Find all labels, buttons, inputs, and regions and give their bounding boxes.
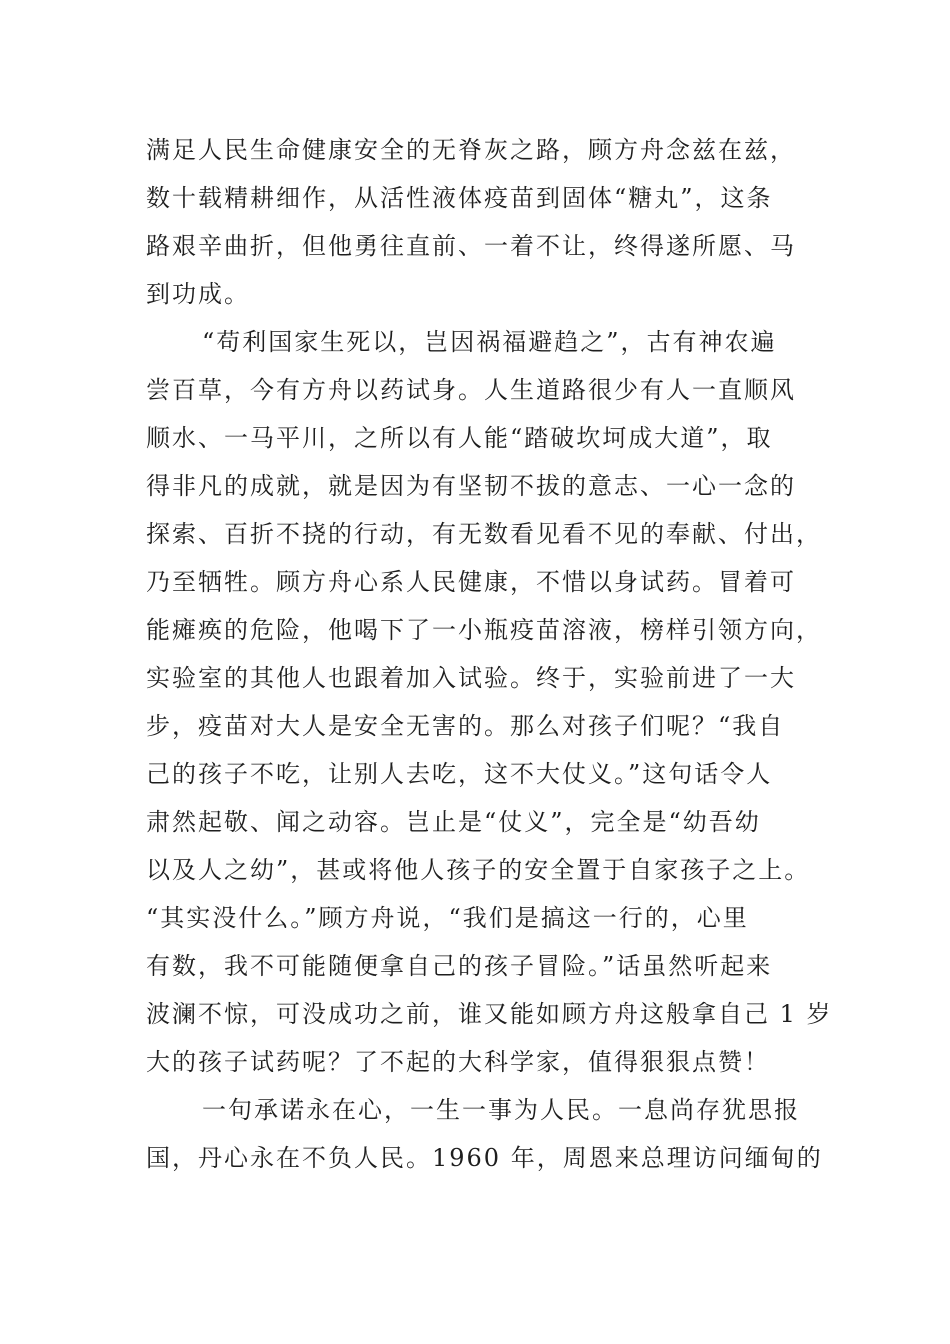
text-line-11: 能瘫痪的危险，他喝下了一小瓶疫苗溶液，榜样引领方向， — [146, 616, 822, 644]
text-line-14: 己的孩子不吃，让别人去吃，这不大仗义。”这句话令人 — [146, 760, 773, 788]
text-line-19: 波澜不惊，可没成功之前，谁又能如顾方舟这般拿自己 1 岁 — [146, 1000, 833, 1028]
text-line-10: 乃至牺牲。顾方舟心系人民健康，不惜以身试药。冒着可 — [146, 568, 796, 596]
text-line-18: 有数，我不可能随便拿自己的孩子冒险。”话虽然听起来 — [146, 952, 773, 980]
document-body — [146, 126, 833, 1182]
text-line-20: 大的孩子试药呢？了不起的大科学家，值得狠狠点赞！ — [146, 1048, 770, 1076]
text-line-1: 满足人民生命健康安全的无脊灰之路，顾方舟念兹在兹， — [146, 136, 796, 164]
text-line-22: 国，丹心永在不负人民。1960 年，周恩来总理访问缅甸的 — [146, 1144, 823, 1172]
text-line-15: 肃然起敬、闻之动容。岂止是“仗义”，完全是“幼吾幼 — [146, 808, 761, 836]
text-line-13: 步，疫苗对大人是安全无害的。那么对孩子们呢？“我自 — [146, 712, 785, 740]
text-line-9: 探索、百折不挠的行动，有无数看见看不见的奉献、付出， — [146, 520, 822, 548]
text-line-7: 顺水、一马平川，之所以有人能“踏破坎坷成大道”，取 — [146, 424, 773, 452]
text-line-21: 一句承诺永在心，一生一事为人民。一息尚存犹思报 — [202, 1096, 800, 1124]
text-line-4: 到功成。 — [146, 280, 250, 308]
text-line-2: 数十载精耕细作，从活性液体疫苗到固体“糖丸”，这条 — [146, 184, 773, 212]
text-line-5: “苟利国家生死以，岂因祸福避趋之”，古有神农遍 — [202, 328, 777, 356]
text-line-17: “其实没什么。”顾方舟说，“我们是搞这一行的，心里 — [146, 904, 749, 932]
text-line-8: 得非凡的成就，就是因为有坚韧不拔的意志、一心一念的 — [146, 472, 796, 500]
text-line-6: 尝百草，今有方舟以药试身。人生道路很少有人一直顺风 — [146, 376, 796, 404]
text-line-16: 以及人之幼”，甚或将他人孩子的安全置于自家孩子之上。 — [146, 856, 811, 884]
text-line-3: 路艰辛曲折，但他勇往直前、一着不让，终得遂所愿、马 — [146, 232, 796, 260]
text-line-12: 实验室的其他人也跟着加入试验。终于，实验前进了一大 — [146, 664, 796, 692]
